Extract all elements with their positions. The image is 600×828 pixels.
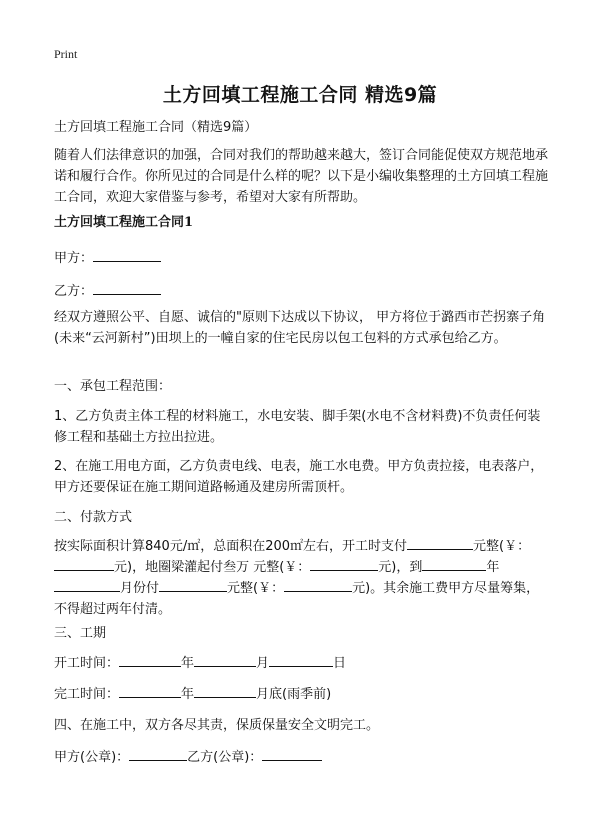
payment-paragraph: [54, 536, 550, 620]
document-subtitle: 土方回填工程施工合同（精选9篇）: [54, 120, 258, 135]
start-date-line: [54, 654, 550, 674]
party-a-label: 甲方：: [54, 251, 94, 266]
payment-text: 按实际面积计算840元/㎡，总面积在200㎡左右，开工时支付: [54, 539, 408, 554]
payment-blank: [284, 579, 352, 592]
payment-text: 元)。其余施工费甲方尽量筹集，不得超过两年付清。: [54, 581, 540, 617]
payment-text: 年: [486, 560, 500, 575]
payment-text: 元整(￥：: [473, 539, 531, 554]
party-a-blank: [93, 249, 161, 262]
page-title: 土方回填工程施工合同 精选9篇: [162, 84, 438, 106]
print-label[interactable]: Print: [54, 47, 78, 61]
start-year-blank: [119, 654, 181, 667]
start-month-blank: [194, 654, 256, 667]
seal-a-blank: [129, 748, 187, 761]
payment-blank: [310, 558, 378, 571]
end-year-blank: [119, 685, 181, 698]
payment-blank: [422, 558, 486, 571]
seal-b-label: 乙方(公章)：: [187, 750, 263, 765]
safety-clause: 四、在施工中，双方各尽其责，保质保量安全文明完工。: [54, 718, 380, 733]
day-label: 日: [333, 656, 347, 671]
start-label: 开工时间：: [54, 656, 120, 671]
schedule-heading: 三、工期: [54, 626, 107, 641]
end-date-line: [54, 685, 550, 705]
start-day-blank: [269, 654, 333, 667]
party-b-blank: [93, 282, 161, 295]
scope-heading: 一、承包工程范围：: [54, 379, 172, 394]
month-end-label: 月底(雨季前): [256, 687, 332, 702]
intro-paragraph: 随着人们法律意识的加强，合同对我们的帮助越来越大，签订合同能促使双方规范地承诺和履行合作。你所见过的合同是什么样的呢？以下是小编收集整理的土方回填工程施工合同，欢迎大家借鉴与参考，希望对大家有所帮助。: [54, 148, 549, 205]
seal-a-label: 甲方(公章)：: [54, 750, 130, 765]
end-month-blank: [194, 685, 256, 698]
payment-blank: [159, 579, 227, 592]
payment-blank: [54, 558, 114, 571]
signature-line: [54, 748, 550, 768]
party-a-line: [54, 249, 550, 269]
agreement-paragraph: 经双方遵照公平、自愿、诚信的"原则下达成以下协议， 甲方将位于潞西市芒拐寨子角(未来“云河新村”)田坝上的一幢自家的住宅民房以包工包料的方式承包给乙方。: [54, 310, 546, 346]
party-b-line: [54, 282, 550, 302]
year-label: 年: [181, 687, 195, 702]
section-heading: 土方回填工程施工合同1: [54, 215, 194, 230]
payment-text: 元)，到: [378, 560, 423, 575]
scope-item-2: 2、在施工用电方面，乙方负责电线、电表，施工水电费。甲方负责拉接，电表落户，甲方还要保证在施工期间道路畅通及建房所需顶杆。: [54, 459, 544, 495]
payment-text: 元整(￥：: [227, 581, 285, 596]
month-label: 月: [256, 656, 270, 671]
payment-heading: 二、付款方式: [54, 510, 133, 525]
end-label: 完工时间：: [54, 687, 120, 702]
scope-item-1: 1、乙方负责主体工程的材料施工，水电安装、脚手架(水电不含材料费)不负责任何装修工程和基础土方拉出拉进。: [54, 409, 541, 445]
payment-blank: [54, 579, 120, 592]
payment-text: 月份付: [120, 581, 160, 596]
party-b-label: 乙方：: [54, 284, 94, 299]
year-label: 年: [181, 656, 195, 671]
payment-text: 元)，地圈梁灌起付叁万 元整(￥：: [114, 560, 311, 575]
payment-blank: [407, 537, 473, 550]
seal-b-blank: [262, 748, 322, 761]
